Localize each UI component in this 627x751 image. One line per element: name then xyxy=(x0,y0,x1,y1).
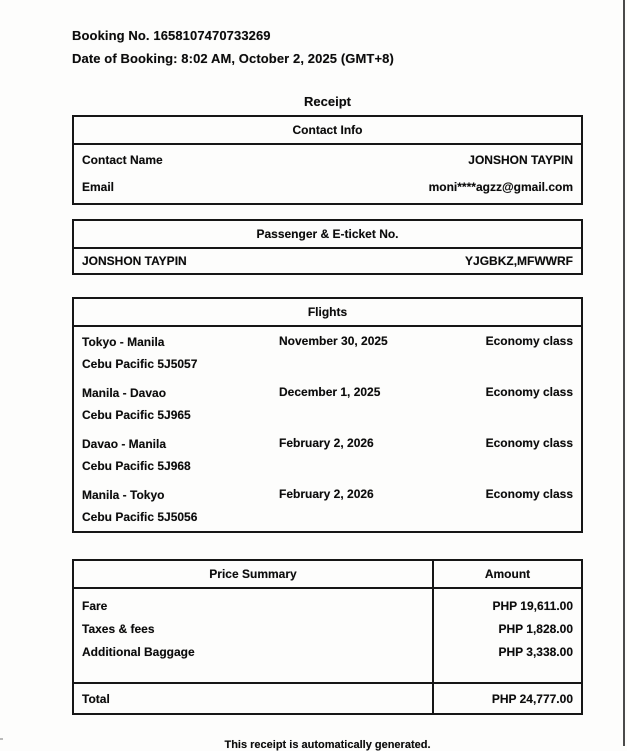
flights-header: Flights xyxy=(73,298,582,326)
table-row xyxy=(73,248,582,274)
contact-info-table xyxy=(72,115,583,205)
flight-cabin: Economy class xyxy=(485,436,573,450)
email-value: moni****agzz@gmail.com xyxy=(428,180,573,194)
price-summary-header: Price Summary xyxy=(73,560,433,588)
passenger-eticket-table xyxy=(72,219,583,275)
flight-date: February 2, 2026 xyxy=(279,436,374,450)
contact-info-header: Contact Info xyxy=(73,116,582,144)
flight-number: Cebu Pacific 5J5057 xyxy=(82,357,198,371)
flight-cabin: Economy class xyxy=(485,334,573,348)
price-amount: PHP 19,611.00 xyxy=(492,599,573,613)
flight-cabin: Economy class xyxy=(485,487,573,501)
flight-row xyxy=(73,429,582,480)
amount-header: Amount xyxy=(433,560,582,588)
flight-route: Davao - Manila xyxy=(82,437,167,451)
price-amount: PHP 3,338.00 xyxy=(498,645,573,659)
table-row xyxy=(73,172,582,204)
table-header-row xyxy=(73,220,582,248)
flight-route: Manila - Tokyo xyxy=(82,488,165,502)
flight-number: Cebu Pacific 5J968 xyxy=(82,459,191,473)
table-header-row xyxy=(73,560,582,588)
page-title: Receipt xyxy=(304,94,351,109)
passenger-eticket-header: Passenger & E-ticket No. xyxy=(73,220,582,248)
price-label: Taxes & fees xyxy=(82,622,155,636)
price-label: Additional Baggage xyxy=(82,645,195,659)
flight-date: December 1, 2025 xyxy=(279,385,381,399)
table-header-row xyxy=(73,298,582,326)
total-amount: PHP 24,777.00 xyxy=(433,683,582,714)
table-row xyxy=(73,144,582,172)
flight-route: Tokyo - Manila xyxy=(82,335,165,349)
flight-row xyxy=(73,378,582,429)
table-header-row xyxy=(73,116,582,144)
flights-table xyxy=(72,297,583,533)
flight-route: Manila - Davao xyxy=(82,386,167,400)
price-body-row xyxy=(73,588,582,683)
flight-date: November 30, 2025 xyxy=(279,334,388,348)
flight-row xyxy=(73,480,582,532)
total-label: Total xyxy=(73,683,433,714)
contact-name-label: Contact Name xyxy=(82,153,163,167)
scan-artifact xyxy=(0,738,3,740)
footer-note: This receipt is automatically generated. xyxy=(224,739,431,751)
price-amount: PHP 1,828.00 xyxy=(498,622,573,636)
flight-row xyxy=(73,326,582,378)
booking-date: Date of Booking: 8:02 AM, October 2, 2025 (GMT+8) xyxy=(72,51,394,66)
flight-number: Cebu Pacific 5J965 xyxy=(82,408,191,422)
contact-name-value: JONSHON TAYPIN xyxy=(468,153,573,167)
eticket-number: YJGBKZ,MFWWRF xyxy=(465,254,573,268)
price-summary-table xyxy=(72,559,583,715)
booking-number: Booking No. 1658107470733269 xyxy=(72,28,271,43)
scan-edge-line xyxy=(623,0,625,746)
total-row xyxy=(73,683,582,714)
flight-cabin: Economy class xyxy=(485,385,573,399)
price-label: Fare xyxy=(82,599,108,613)
passenger-name: JONSHON TAYPIN xyxy=(82,254,187,268)
flight-date: February 2, 2026 xyxy=(279,487,374,501)
email-label: Email xyxy=(82,180,115,194)
flight-number: Cebu Pacific 5J5056 xyxy=(82,510,198,524)
